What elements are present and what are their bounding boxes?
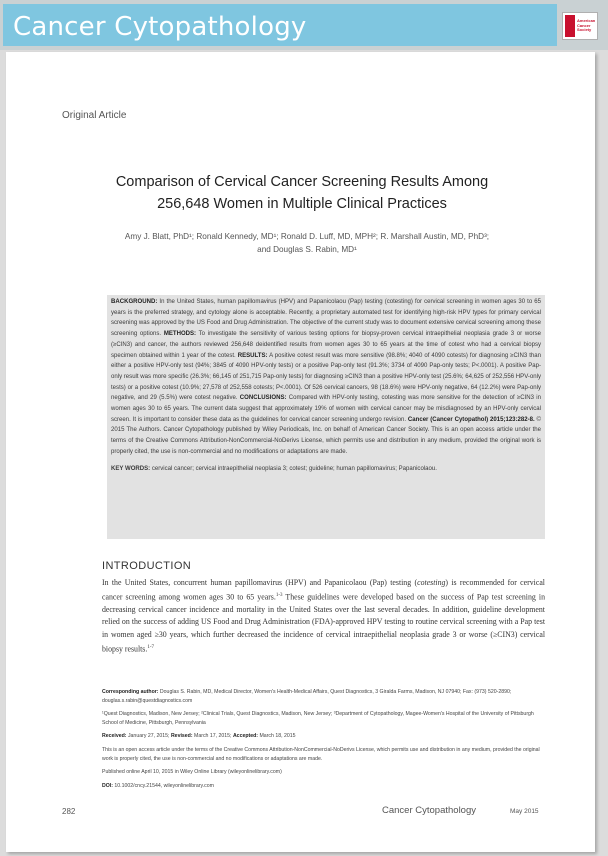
results-text: A positive cotest result was more sensitive (98.8%; 4040 of 4090 cotests) for diagnosing ≥CIN3 than either a positive HPV-only test (94%; 3845 of 4090 HPV-only tests) or a positive Pap-only test (91.3%; 3734 of 4090 Pap-only tests; P<.0001). A positive Pap-only result was more specific (26.3%; 66,145 of 251,715 Pap-only tests) for diagnosing ≥CIN3 than a positive HPV-only test (25.6%; 64,625 of 252,556 HPV-only tests) or a positive cotest (10.9%; 27,578 of 252,558 cotests; P<.0001). Of 526 cervical cancers, 98 (18.6%) were HPV-only negative, 64 (12.2%) were Pap-only negative, and 29 (5.5%) were cotest negative. (111, 352, 541, 402)
conclusions-label: CONCLUSIONS: (239, 395, 287, 402)
footer-journal-name: Cancer Cytopathology (382, 805, 476, 816)
revised-date: March 17, 2015; (192, 733, 233, 739)
intro-text-c: These guidelines were developed based on the success of Pap test screening in decreasing cervical cancer incidence and mortality in the United States over the last several decades. In addition, guideline development relied on the success of adding US Food and Drug Administration (FDA)-approved HPV testing to routine cervical screening with a Pap test in women aged ≥30 years, which further decreased the incidence of cervical intraepithelial neoplasia grade 3 or worse (≥CIN3) cervical biopsy results. (102, 592, 545, 654)
introduction-paragraph (102, 577, 545, 656)
doi-label: DOI: (102, 783, 113, 789)
corresponding-author-text: Douglas S. Rabin, MD, Medical Director, Women's Health-Medical Affairs, Quest Diagnostics, 3 Giralda Farms, Madison, NJ 07940; Fax: (973) 520-2890; douglas.s.rabin@questdiagnostics.com (102, 689, 512, 704)
published-online: Published online April 10, 2015 in Wiley Online Library (wileyonlinelibrary.com) (102, 769, 282, 775)
article-type: Original Article (62, 110, 127, 121)
journal-header (0, 0, 608, 50)
title-line-1: Comparison of Cervical Cancer Screening Results Among (115, 174, 489, 190)
copyright-text: © 2015 The Authors. Cancer Cytopathology published by Wiley Periodicals, Inc. on behalf of American Cancer Society. This is an open access article under the terms of the Creative Commons Attribution-NonCommercial-NoDerivs License, which permits use and distribution in any medium, provided the original work is properly cited, the use is non-commercial and no modifications or adaptations are made. (111, 416, 541, 455)
footer-issue-date: May 2015 (510, 808, 539, 815)
abstract-text (111, 297, 541, 458)
received-label: Received: (102, 733, 127, 739)
background-text: In the United States, human papillomavirus (HPV) and Papanicolaou (Pap) testing (cotesting) for cervical screening in women ages 30 to 65 years is the preferred strategy, and cytology alone is acceptable. Recently, a proprietary automated test for identifying high-risk HPV types for primary cervical screening was approved by the US Food and Drug Administration. The objective of the current study was to document extensive cervical screening among these screening options. (111, 299, 541, 338)
affiliations: ¹Quest Diagnostics, Madison, New Jersey; ²Clinical Trials, Quest Diagnostics, Madison, New Jersey; ³Department of Cytopathology, Magee-Women's Hospital of the University of Pittsburgh School of Medicine, Pittsburgh, Pennsylvania (102, 711, 534, 726)
acs-logo-text: American Cancer Society (577, 18, 596, 33)
corresponding-author-label: Corresponding author: (102, 689, 159, 695)
authors-line-2: and Douglas S. Rabin, MD¹ (257, 244, 357, 254)
author-list (84, 231, 530, 256)
revised-label: Revised: (170, 733, 193, 739)
reference-link[interactable]: 1-7 (147, 644, 154, 650)
license-note: This is an open access article under the terms of the Creative Commons Attribution-NonCommercial-NoDerivs License, which permits use and distribution in any medium, provided the original work is properly cited, the use is non-commercial and no modifications or adaptations are made. (102, 747, 540, 762)
accepted-label: Accepted: (232, 733, 259, 739)
intro-text-a: In the United States, concurrent human papillomavirus (HPV) and Papanicolaou (Pap) testing ( (102, 578, 418, 587)
conclusions-text: Compared with HPV-only testing, cotesting was more sensitive for the detection of ≥CIN3 in women ages 30 to 65 years. The current data suggest that approximately 19% of women with cervical cancer may be misdiagnosed by an HPV-only cervical screen. It is important to consider these data as the guidelines for cervical cancer screening undergo revision. (111, 395, 541, 423)
page-number: 282 (62, 807, 76, 816)
authors-line-1: Amy J. Blatt, PhD¹; Ronald Kennedy, MD¹; Ronald D. Luff, MD, MPH²; R. Marshall Austin, MD, PhD³; (124, 232, 490, 241)
citation: Cancer (Cancer Cytopathol) 2015;123:282-8. (407, 416, 535, 423)
background-label: BACKGROUND: (111, 299, 158, 305)
doi-link[interactable]: 10.1002/cncy.21544, wileyonlinelibrary.com (112, 783, 214, 789)
title-line-2: 256,648 Women in Multiple Clinical Practices (157, 196, 447, 212)
intro-cotesting-term: cotesting (417, 578, 446, 587)
doi (102, 782, 545, 791)
journal-title: Cancer Cytopathology (13, 12, 307, 42)
section-heading-introduction: INTRODUCTION (102, 560, 192, 572)
methods-label: METHODS: (163, 331, 197, 338)
american-cancer-society-logo (562, 12, 598, 40)
corresponding-author (102, 688, 545, 706)
article-title (66, 171, 538, 215)
acs-sword-icon (565, 15, 575, 37)
accepted-date: March 18, 2015 (258, 733, 296, 739)
keywords (111, 464, 541, 474)
methods-text: To investigate the sensitivity of various testing options for biopsy-proven cervical intraepithelial neoplasia grade 3 or worse (≥CIN3) and cancer, the authors reviewed 256,648 deidentified results from women ages 30 to 65 years at the time of cotest who had a cervical biopsy specimen obtained within 1 year of the cotest. (111, 331, 542, 359)
journal-banner (3, 4, 557, 46)
intro-text-b: ) is recommended for cervical cancer screening among women ages 30 to 65 years. (102, 578, 545, 602)
reference-link[interactable]: 1-3 (275, 592, 283, 598)
article-dates (102, 732, 545, 741)
article-page (6, 52, 595, 852)
received-date: January 27, 2015; (126, 733, 171, 739)
abstract-box (107, 295, 545, 539)
results-label: RESULTS: (237, 352, 268, 359)
keywords-label: KEY WORDS: (111, 465, 151, 472)
keywords-text: cervical cancer; cervical intraepithelial neoplasia 3; cotest; guideline; human papillomavirus; Papanicolaou. (150, 465, 437, 472)
